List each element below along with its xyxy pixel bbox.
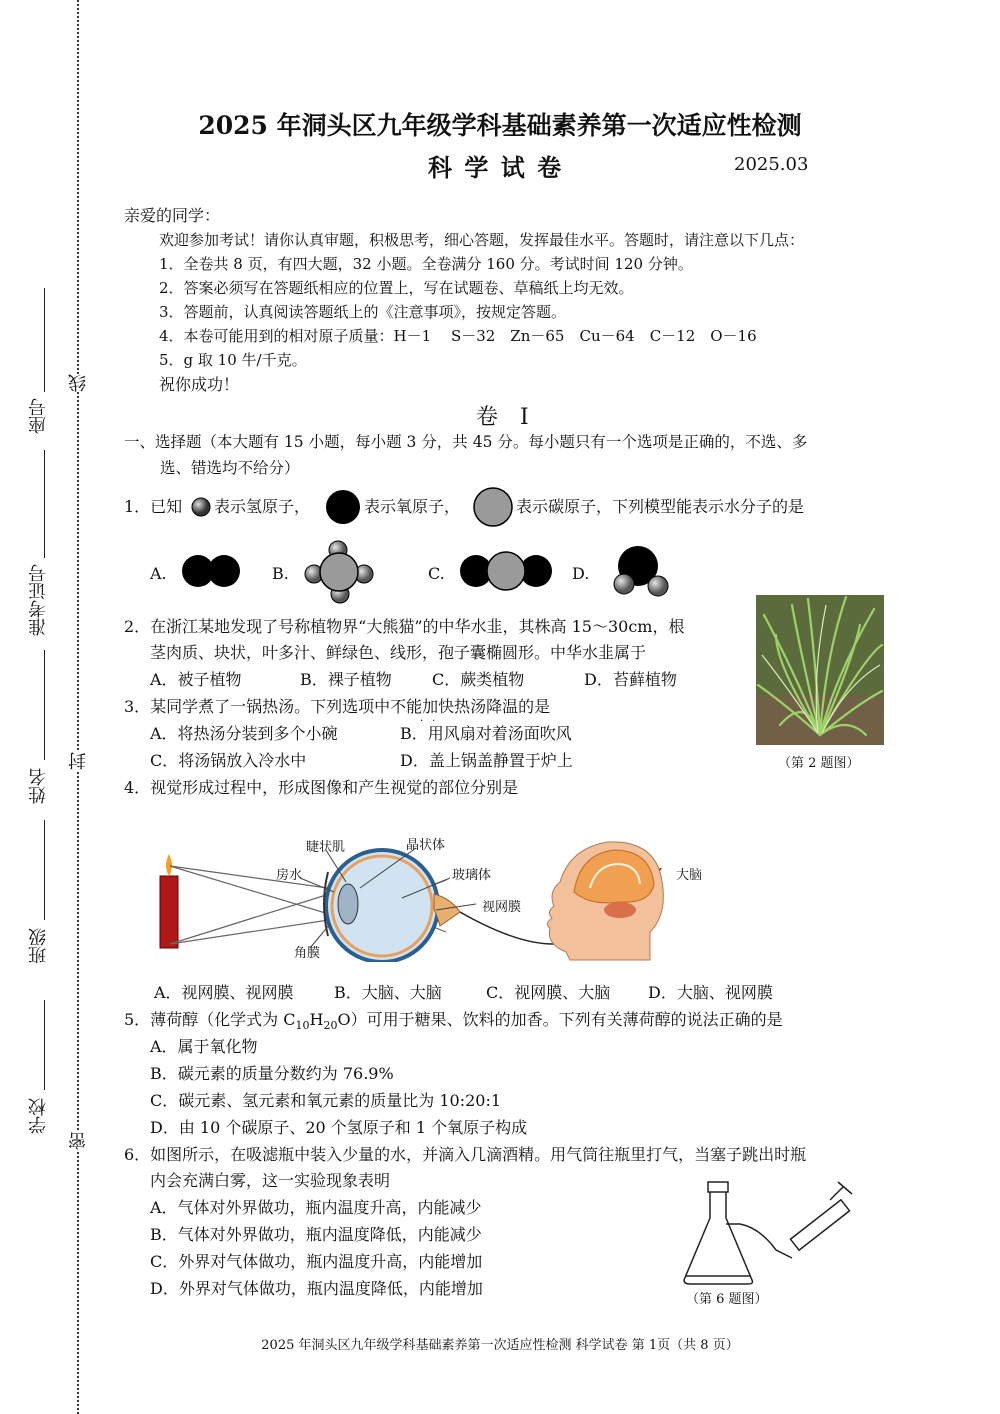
q1-option-d-label: D. bbox=[572, 564, 590, 583]
q1-stem-part4: 表示碳原子，下列模型能表示水分子的是 bbox=[516, 497, 805, 516]
subject-title: 科 学 试 卷 bbox=[428, 154, 564, 182]
q4-option-c: C．视网膜、大脑 bbox=[486, 983, 611, 1002]
q5-stem-part1: 5．薄荷醇（化学式为 C bbox=[124, 1010, 296, 1029]
q1-stem-part1: 1．已知 bbox=[124, 497, 183, 516]
section-heading-line2: 选、错选均不给分） bbox=[160, 459, 300, 477]
q1-option-b-label: B. bbox=[272, 564, 289, 583]
rule-2: 2．答案必须写在答题纸相应的位置上，写在试题卷、草稿纸上均无效。 bbox=[159, 279, 634, 297]
binding-dotted-line bbox=[77, 0, 79, 1414]
q1-stem-part3: 表示氧原子， bbox=[364, 497, 461, 516]
margin-underline-school bbox=[44, 1000, 45, 1090]
q4-label-vitreous: 玻璃体 bbox=[452, 868, 492, 883]
oxygen-atom-icon bbox=[324, 488, 362, 526]
q1-stem-part2: 表示氢原子， bbox=[214, 497, 311, 516]
q2-plant-photo bbox=[756, 595, 884, 745]
q4-option-b: B．大脑、大脑 bbox=[334, 983, 442, 1002]
greeting: 亲爱的同学： bbox=[124, 206, 221, 225]
q3-stem: 3．某同学煮了一锅热汤。下列选项中不能加快热汤降温的是 bbox=[124, 697, 551, 716]
q4-label-aqueous: 房水 bbox=[276, 868, 303, 883]
cut-mark-feng: 封 bbox=[66, 752, 92, 770]
q6-option-d: D．外界对气体做功，瓶内温度降低，内能增加 bbox=[150, 1279, 483, 1298]
q2-option-b: B．裸子植物 bbox=[300, 670, 392, 689]
closing-text: 祝你成功！ bbox=[159, 375, 240, 394]
q4-label-cornea: 角膜 bbox=[294, 946, 321, 961]
cut-mark-mi: 密 bbox=[66, 1132, 92, 1150]
margin-underline-exam-id bbox=[44, 450, 45, 558]
q2-stem-line2: 茎肉质、块状，叶多汁、鲜绿色、线形，孢子囊椭圆形。中华水韭属于 bbox=[150, 643, 647, 662]
hydrogen-atom-icon bbox=[190, 496, 212, 518]
volume-heading: 卷 I bbox=[476, 405, 529, 430]
emphasis-dots: ·· bbox=[420, 716, 445, 727]
q1-option-c-model bbox=[458, 550, 554, 592]
q3-option-c: C．将汤锅放入冷水中 bbox=[150, 751, 307, 770]
q4-option-d: D．大脑、视网膜 bbox=[648, 983, 773, 1002]
q5-stem-part2: O）可用于糖果、饮料的加香。下列有关薄荷醇的说法正确的是 bbox=[337, 1010, 783, 1029]
exam-date: 2025.03 bbox=[734, 154, 809, 175]
q5-stem bbox=[124, 1010, 783, 1036]
rule-3: 3．答题前，认真阅读答题纸上的《注意事项》，按规定答题。 bbox=[159, 303, 567, 321]
margin-label-class: 班级 bbox=[28, 928, 49, 964]
q4-label-brain: 大脑 bbox=[676, 868, 703, 883]
q2-option-d: D．苔藓植物 bbox=[584, 670, 677, 689]
q4-stem: 4．视觉形成过程中，形成图像和产生视觉的部位分别是 bbox=[124, 778, 519, 797]
q2-option-c: C．蕨类植物 bbox=[432, 670, 525, 689]
q6-option-a: A．气体对外界做功，瓶内温度升高，内能减少 bbox=[150, 1198, 482, 1217]
rule-4: 4．本卷可能用到的相对原子质量：H－1 S－32 Zn－65 Cu－64 C－12 O－16 bbox=[159, 327, 757, 345]
q2-stem-line1: 2．在浙江某地发现了号称植物界“大熊猫”的中华水韭，其株高 15～30cm，根 bbox=[124, 617, 685, 636]
section-heading-line1: 一、选择题（本大题有 15 小题，每小题 3 分，共 45 分。每小题只有一个选项是正确的，不选、多 bbox=[124, 433, 808, 451]
q1-option-b-model bbox=[304, 540, 376, 604]
q5-stem-hydrogen: H bbox=[309, 1010, 324, 1029]
margin-underline-class bbox=[44, 820, 45, 920]
q6-option-b: B．气体对外界做功，瓶内温度降低，内能减少 bbox=[150, 1225, 482, 1244]
q5-option-b: B．碳元素的质量分数约为 76.9% bbox=[150, 1064, 394, 1083]
q2-figure-caption: （第 2 题图） bbox=[778, 756, 860, 771]
rule-1: 1．全卷共 8 页，有四大题，32 小题。全卷满分 160 分。考试时间 120 分钟。 bbox=[159, 255, 693, 273]
q4-label-ciliary: 睫状肌 bbox=[306, 840, 346, 855]
q5-sub-carbon: 10 bbox=[295, 1019, 310, 1033]
q1-option-a-model bbox=[180, 552, 244, 590]
q3-option-b: B．用风扇对着汤面吹风 bbox=[400, 724, 572, 743]
q4-option-a: A．视网膜、视网膜 bbox=[154, 983, 294, 1002]
margin-label-exam-id: 准考证号 bbox=[28, 564, 49, 636]
page-footer: 2025 年洞头区九年级学科基础素养第一次适应性检测 科学试卷 第 1页（共 8 页） bbox=[261, 1338, 739, 1353]
q6-flask-pump-diagram bbox=[680, 1178, 866, 1288]
q1-option-c-label: C. bbox=[428, 564, 445, 583]
cut-mark-xian: 线 bbox=[66, 374, 92, 392]
page-title: 2025 年洞头区九年级学科基础素养第一次适应性检测 bbox=[198, 111, 802, 140]
q1-option-a-label: A. bbox=[150, 564, 167, 583]
q6-figure-caption: （第 6 题图） bbox=[686, 1292, 768, 1307]
margin-label-name: 姓名 bbox=[28, 768, 49, 804]
q3-option-d: D．盖上锅盖静置于炉上 bbox=[400, 751, 573, 770]
q5-option-c: C．碳元素、氢元素和氧元素的质量比为 10:20:1 bbox=[150, 1091, 502, 1110]
q5-option-a: A．属于氧化物 bbox=[150, 1037, 258, 1056]
q1-option-d-model bbox=[606, 544, 674, 600]
margin-underline-seat bbox=[44, 288, 45, 392]
q2-option-a: A．被子植物 bbox=[150, 670, 242, 689]
q6-stem-line1: 6．如图所示，在吸滤瓶中装入少量的水，并滴入几滴酒精。用气筒往瓶里打气，当塞子跳出时瓶 bbox=[124, 1145, 807, 1164]
q4-label-lens: 晶状体 bbox=[406, 838, 446, 853]
q5-sub-hydrogen: 20 bbox=[323, 1019, 338, 1033]
q3-option-a: A．将热汤分装到多个小碗 bbox=[150, 724, 338, 743]
q6-stem-line2: 内会充满白雾，这一实验现象表明 bbox=[150, 1171, 391, 1190]
margin-label-seat: 座号 bbox=[28, 398, 49, 434]
rule-5: 5．g 取 10 牛/千克。 bbox=[159, 351, 307, 369]
margin-label-school: 学校 bbox=[28, 1098, 49, 1134]
q4-label-retina: 视网膜 bbox=[482, 900, 522, 915]
q6-option-c: C．外界对气体做功，瓶内温度升高，内能增加 bbox=[150, 1252, 483, 1271]
margin-underline-name bbox=[44, 650, 45, 760]
q5-option-d: D．由 10 个碳原子、20 个氢原子和 1 个氧原子构成 bbox=[150, 1118, 528, 1137]
carbon-atom-icon bbox=[472, 486, 514, 528]
welcome-text: 欢迎参加考试！请你认真审题，积极思考，细心答题，发挥最佳水平。答题时，请注意以下几点： bbox=[159, 231, 805, 249]
